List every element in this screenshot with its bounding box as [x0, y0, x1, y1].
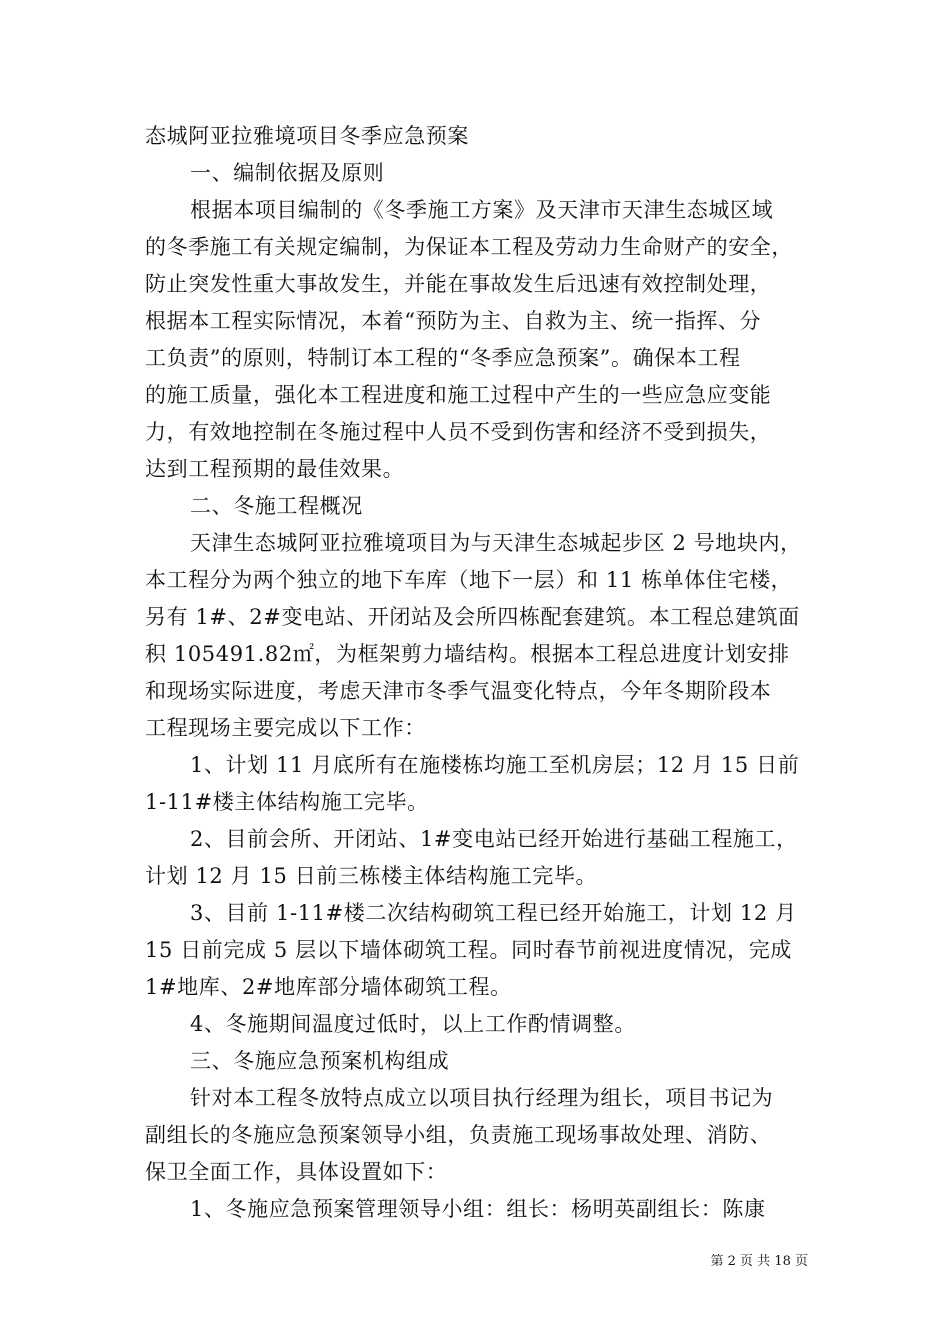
paragraph-line: 的冬季施工有关规定编制，为保证本工程及劳动力生命财产的安全， — [145, 235, 793, 259]
paragraph-line: 副组长的冬施应急预案领导小组，负责施工现场事故处理、消防、 — [145, 1123, 772, 1147]
list-item-line: 4、冬施期间温度过低时，以上工作酌情调整。 — [190, 1012, 636, 1036]
paragraph-line: 的施工质量，强化本工程进度和施工过程中产生的一些应急应变能 — [145, 383, 772, 407]
document-title-line: 态城阿亚拉雅境项目冬季应急预案 — [145, 124, 469, 148]
page-number-footer: 第 2 页 共 18 页 — [710, 1254, 808, 1269]
list-item-line: 1、计划 11 月底所有在施楼栋均施工至机房层；12 月 15 日前 — [190, 753, 800, 777]
paragraph-line: 天津生态城阿亚拉雅境项目为与天津生态城起步区 2 号地块内， — [190, 531, 802, 555]
section-heading-3: 三、冬施应急预案机构组成 — [190, 1049, 450, 1073]
paragraph-line: 保卫全面工作，具体设置如下： — [145, 1160, 448, 1184]
paragraph-line: 针对本工程冬放特点成立以项目执行经理为组长，项目书记为 — [190, 1086, 774, 1110]
section-heading-1: 一、编制依据及原则 — [190, 161, 385, 185]
paragraph-line: 力，有效地控制在冬施过程中人员不受到伤害和经济不受到损失， — [145, 420, 772, 444]
paragraph-line: 另有 1#、2#变电站、开闭站及会所四栋配套建筑。本工程总建筑面 — [145, 605, 800, 629]
paragraph-line: 工程现场主要完成以下工作： — [145, 716, 426, 740]
paragraph-line: 达到工程预期的最佳效果。 — [145, 457, 405, 481]
list-item-line: 15 日前完成 5 层以下墙体砌筑工程。同时春节前视进度情况，完成 — [145, 938, 792, 962]
paragraph-line: 根据本项目编制的《冬季施工方案》及天津市天津生态城区域 — [190, 198, 774, 222]
paragraph-line: 工负责”的原则，特制订本工程的“冬季应急预案”。确保本工程 — [145, 346, 741, 370]
paragraph-line: 本工程分为两个独立的地下车库（地下一层）和 11 栋单体住宅楼， — [145, 568, 793, 592]
list-item-line: 1、冬施应急预案管理领导小组：组长：杨明英副组长：陈康 — [190, 1197, 766, 1221]
paragraph-line: 防止突发性重大事故发生，并能在事故发生后迅速有效控制处理， — [145, 272, 772, 296]
list-item-line: 1#地库、2#地库部分墙体砌筑工程。 — [145, 975, 512, 999]
list-item-line: 计划 12 月 15 日前三栋楼主体结构施工完毕。 — [145, 864, 598, 888]
paragraph-line: 和现场实际进度，考虑天津市冬季气温变化特点，今年冬期阶段本 — [145, 679, 772, 703]
section-heading-2: 二、冬施工程概况 — [190, 494, 363, 518]
list-item-line: 1-11#楼主体结构施工完毕。 — [145, 790, 429, 814]
paragraph-line: 根据本工程实际情况，本着“预防为主、自救为主、统一指挥、分 — [145, 309, 762, 333]
list-item-line: 3、目前 1-11#楼二次结构砌筑工程已经开始施工，计划 12 月 — [190, 901, 797, 925]
paragraph-line: 积 105491.82㎡，为框架剪力墙结构。根据本工程总进度计划安排 — [145, 642, 790, 666]
list-item-line: 2、目前会所、开闭站、1#变电站已经开始进行基础工程施工， — [190, 827, 798, 851]
